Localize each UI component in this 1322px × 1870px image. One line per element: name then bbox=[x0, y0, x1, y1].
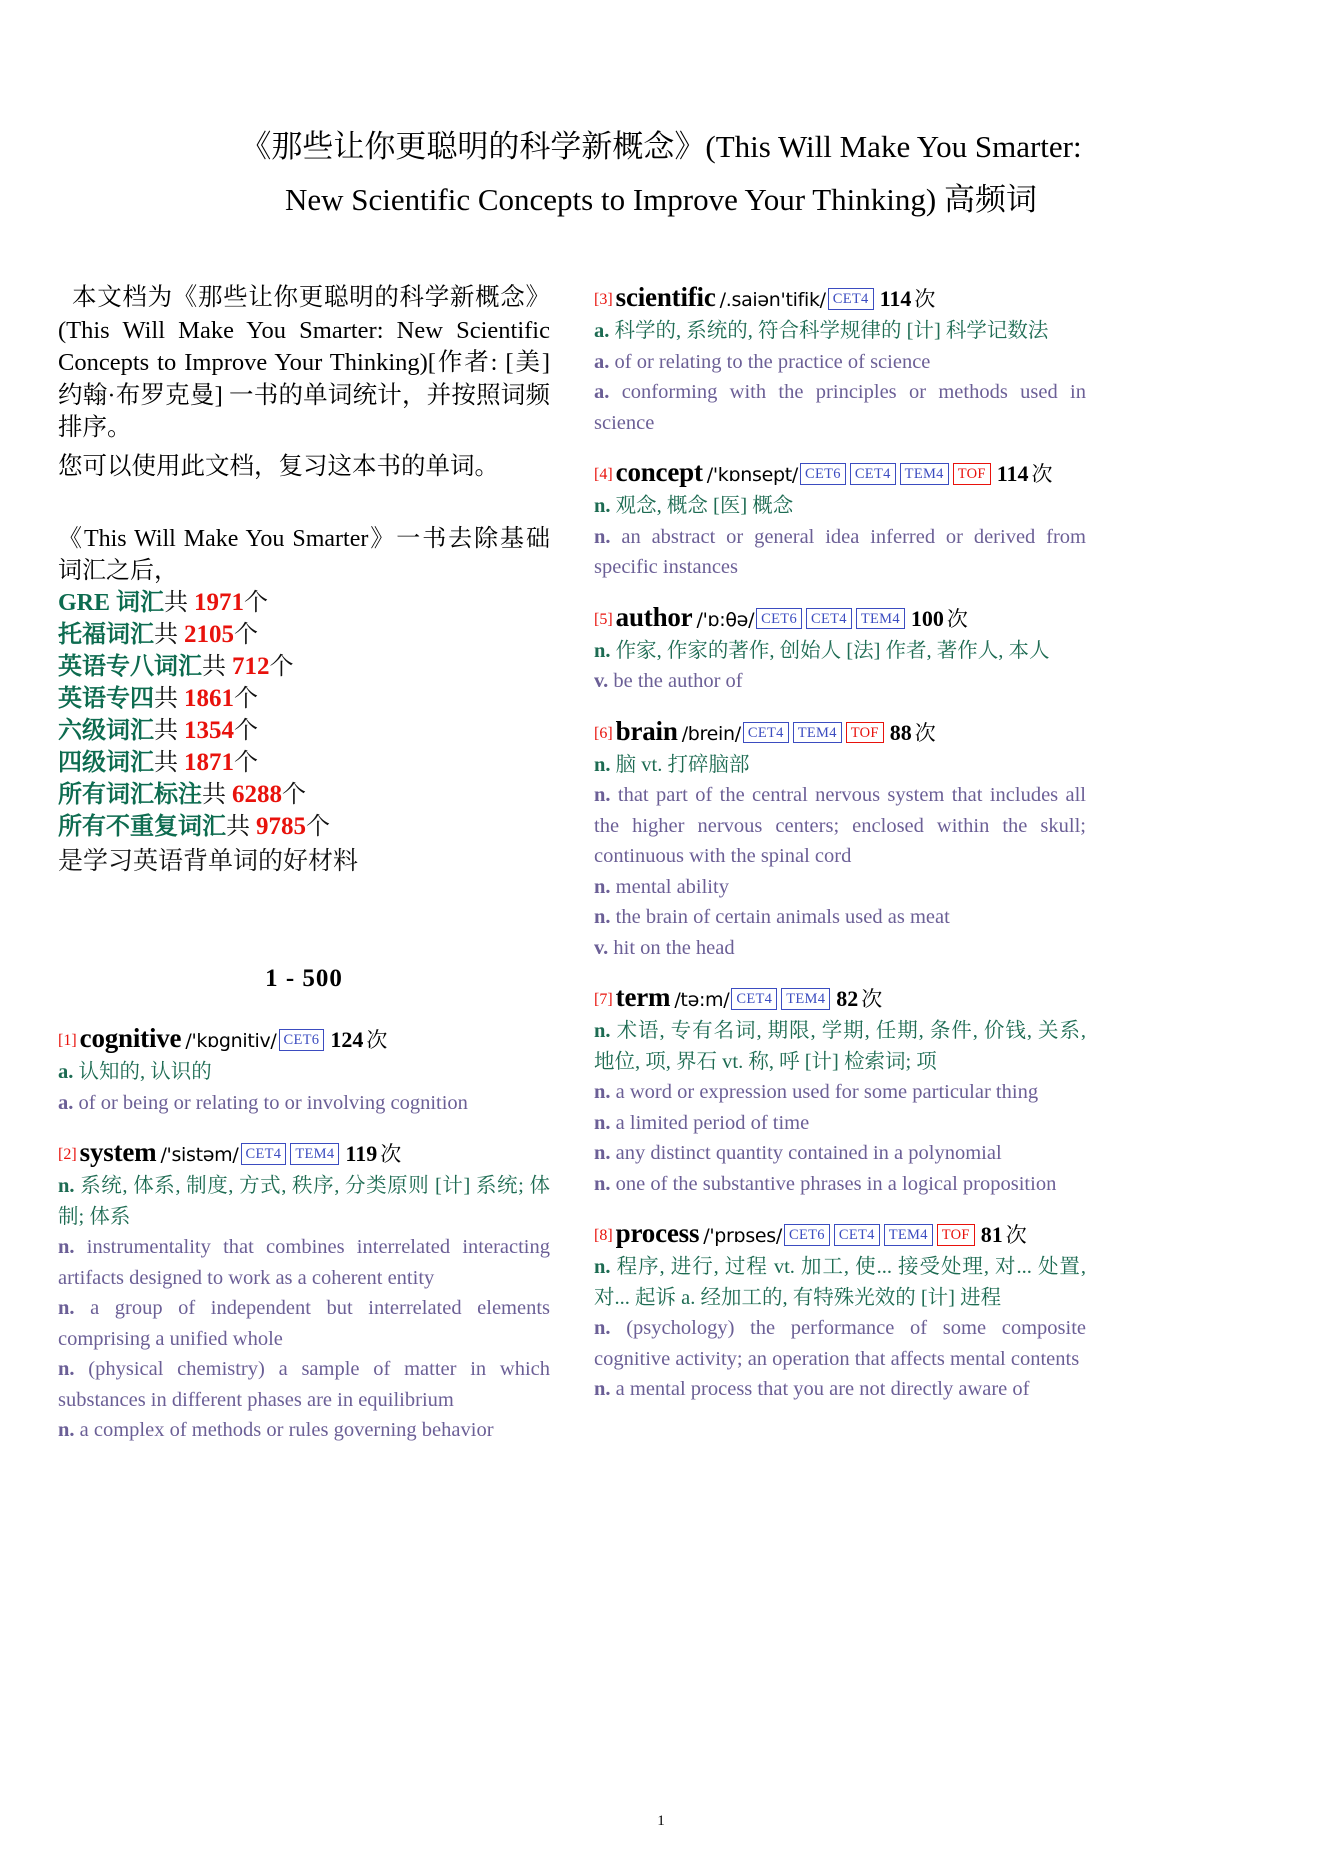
exam-tag-cet6: CET6 bbox=[800, 463, 846, 485]
definition-text: that part of the central nervous system that includes all the higher nervous centers; enclosed within the skull; continuous with the spinal cord bbox=[594, 784, 1086, 867]
part-of-speech: n. bbox=[594, 525, 611, 548]
intro-paragraph-1: 本文档为《那些让你更聪明的科学新概念》(This Will Make You Smarter: New Scientific Concepts to Improve Your Thinking)[作者: [美] 约翰·布罗克曼] 一书的单词统计，并按照词频排序。 bbox=[58, 284, 550, 441]
definition-en bbox=[594, 872, 1086, 903]
exam-tag-cet4: CET4 bbox=[241, 1143, 287, 1165]
dictionary-entry bbox=[594, 602, 1086, 697]
page-number: 1 bbox=[657, 1813, 665, 1829]
definition-zh bbox=[594, 750, 1086, 781]
exam-tag-tof: TOF bbox=[953, 463, 991, 485]
stat-mid: 共 bbox=[164, 590, 195, 616]
definition-en bbox=[594, 933, 1086, 964]
definition-text: (psychology) the performance of some composite cognitive activity; an operation that affects mental contents bbox=[594, 1317, 1087, 1370]
entry-index: [4] bbox=[594, 466, 613, 483]
definition-text: a limited period of time bbox=[615, 1111, 810, 1134]
definition-en bbox=[594, 1374, 1086, 1405]
entry-index: [1] bbox=[58, 1032, 77, 1049]
definition-text: a complex of methods or rules governing behavior bbox=[79, 1419, 494, 1441]
definition-zh bbox=[594, 636, 1086, 667]
entry-frequency-count: 124 bbox=[330, 1027, 364, 1052]
left-column bbox=[58, 282, 550, 1465]
exam-tag-cet4: CET4 bbox=[806, 608, 852, 630]
stat-unit: 个 bbox=[269, 654, 294, 680]
entry-index: [6] bbox=[594, 724, 613, 742]
exam-tag-cet6: CET6 bbox=[279, 1029, 325, 1051]
stat-row bbox=[58, 619, 550, 651]
exam-tag-cet6: CET6 bbox=[756, 608, 802, 630]
exam-tag-tof: TOF bbox=[846, 722, 884, 744]
range-heading: 1 - 500 bbox=[265, 965, 343, 992]
definition-text: 认知的, 认识的 bbox=[78, 1061, 212, 1083]
part-of-speech: n. bbox=[594, 1317, 611, 1339]
part-of-speech: a. bbox=[58, 1061, 74, 1083]
stat-number: 2105 bbox=[184, 621, 234, 648]
stat-number: 1871 bbox=[184, 749, 234, 776]
stat-label: 六级词汇 bbox=[58, 718, 154, 744]
definition-en bbox=[594, 1108, 1086, 1139]
entry-frequency-count: 114 bbox=[996, 461, 1029, 486]
part-of-speech: v. bbox=[594, 936, 609, 959]
dictionary-entry bbox=[594, 457, 1086, 583]
part-of-speech: n. bbox=[594, 1142, 611, 1164]
exam-tag-cet6: CET6 bbox=[784, 1224, 830, 1246]
exam-tag-tof: TOF bbox=[937, 1224, 975, 1246]
stat-number: 1861 bbox=[184, 685, 234, 712]
entry-word: process bbox=[615, 1218, 700, 1248]
definition-zh bbox=[594, 316, 1086, 347]
entry-phonetic: /.saiən'tifik/ bbox=[719, 289, 826, 311]
definition-en bbox=[594, 780, 1086, 872]
part-of-speech: n. bbox=[594, 1378, 611, 1400]
definition-en bbox=[594, 1138, 1086, 1169]
definition-text: 科学的, 系统的, 符合科学规律的 [计] 科学记数法 bbox=[614, 320, 1049, 342]
stat-number: 712 bbox=[232, 653, 270, 680]
definition-en bbox=[58, 1293, 550, 1354]
definition-text: be the author of bbox=[613, 670, 743, 692]
entry-phonetic: /'sistəm/ bbox=[160, 1144, 239, 1166]
entry-header bbox=[594, 1218, 1086, 1252]
stat-number: 1354 bbox=[184, 717, 234, 744]
definition-en bbox=[594, 1313, 1086, 1374]
definition-zh bbox=[58, 1057, 550, 1088]
stat-unit: 个 bbox=[234, 750, 258, 776]
entry-count-unit: 次 bbox=[914, 287, 936, 311]
stat-number: 9785 bbox=[256, 813, 306, 840]
part-of-speech: n. bbox=[594, 906, 611, 928]
dictionary-entry bbox=[594, 982, 1086, 1199]
intro-paragraph-2: 您可以使用此文档，复习这本书的单词。 bbox=[58, 452, 499, 480]
definition-zh bbox=[594, 1252, 1086, 1313]
part-of-speech: n. bbox=[594, 1020, 611, 1042]
definition-text: of or relating to the practice of science bbox=[614, 350, 931, 373]
definition-en bbox=[58, 1354, 550, 1415]
definition-en bbox=[594, 1169, 1086, 1200]
stat-unit: 个 bbox=[234, 718, 258, 744]
exam-tag-tem4: TEM4 bbox=[856, 608, 905, 630]
part-of-speech: n. bbox=[58, 1175, 75, 1197]
entry-frequency-count: 114 bbox=[879, 286, 912, 311]
entry-word: cognitive bbox=[79, 1023, 182, 1053]
part-of-speech: a. bbox=[594, 381, 610, 403]
definition-text: conforming with the principles or methods used in science bbox=[594, 381, 1086, 434]
definition-en bbox=[594, 522, 1086, 583]
left-entry-list bbox=[58, 1023, 550, 1446]
entry-index: [8] bbox=[594, 1227, 613, 1244]
part-of-speech: v. bbox=[594, 670, 609, 692]
definition-text: instrumentality that combines interrelated interacting artifacts designed to work as a coherent entity bbox=[58, 1236, 551, 1289]
definition-text: a group of independent but interrelated elements comprising a unified whole bbox=[58, 1297, 551, 1350]
dictionary-entry bbox=[594, 1218, 1086, 1405]
dictionary-entry bbox=[58, 1023, 550, 1118]
entry-phonetic: /'kɒnsept/ bbox=[706, 464, 798, 486]
stats-heading: 《This Will Make You Smarter》一书去除基础词汇之后， bbox=[58, 526, 550, 584]
right-column bbox=[594, 282, 1086, 1465]
entry-phonetic: /'ɒ:θə/ bbox=[696, 608, 755, 631]
entry-index: [5] bbox=[594, 610, 613, 628]
exam-tag-cet4: CET4 bbox=[743, 722, 789, 744]
stats-tail: 是学习英语背单词的好材料 bbox=[58, 848, 359, 875]
definition-text: any distinct quantity contained in a polynomial bbox=[615, 1142, 1002, 1164]
stat-mid: 共 bbox=[154, 750, 184, 776]
part-of-speech: n. bbox=[594, 784, 611, 806]
entry-header bbox=[594, 982, 1086, 1016]
stats-list bbox=[58, 587, 550, 843]
stat-unit: 个 bbox=[244, 590, 269, 616]
part-of-speech: a. bbox=[594, 320, 610, 342]
dictionary-entry bbox=[58, 1137, 550, 1446]
stat-row bbox=[58, 747, 550, 779]
stat-unit: 个 bbox=[282, 782, 306, 808]
definition-text: a mental process that you are not directly aware of bbox=[615, 1378, 1030, 1400]
definition-text: mental ability bbox=[615, 875, 729, 898]
dictionary-entry bbox=[594, 282, 1086, 438]
stat-row bbox=[58, 811, 550, 843]
entry-header bbox=[58, 1137, 550, 1171]
entry-header bbox=[58, 1023, 550, 1057]
exam-tag-tem4: TEM4 bbox=[884, 1224, 933, 1246]
exam-tag-cet4: CET4 bbox=[834, 1224, 880, 1246]
entry-header bbox=[594, 602, 1086, 636]
part-of-speech: n. bbox=[594, 639, 611, 662]
entry-count-unit: 次 bbox=[914, 720, 936, 745]
definition-en bbox=[594, 377, 1086, 438]
stat-mid: 共 bbox=[154, 686, 184, 712]
stat-row bbox=[58, 683, 550, 715]
definition-text: hit on the head bbox=[613, 936, 735, 959]
definition-text: of or being or relating to or involving cognition bbox=[78, 1091, 468, 1114]
entry-frequency-count: 81 bbox=[980, 1222, 1003, 1247]
definition-zh bbox=[594, 1016, 1086, 1077]
stat-mid: 共 bbox=[226, 814, 256, 840]
stat-number: 1971 bbox=[194, 589, 245, 616]
definition-text: the brain of certain animals used as meat bbox=[615, 906, 950, 928]
stat-label: 四级词汇 bbox=[58, 750, 154, 776]
exam-tag-cet4: CET4 bbox=[731, 988, 777, 1010]
stat-row bbox=[58, 651, 550, 683]
part-of-speech: n. bbox=[594, 1111, 611, 1134]
entry-header bbox=[594, 716, 1086, 750]
page-title-line-1: 《那些让你更聪明的科学新概念》(This Will Make You Smarter: bbox=[240, 129, 1082, 164]
definition-zh bbox=[594, 491, 1086, 522]
entry-count-unit: 次 bbox=[366, 1028, 388, 1052]
stat-label: 英语专四 bbox=[58, 686, 154, 712]
entry-frequency-count: 119 bbox=[345, 1141, 378, 1166]
part-of-speech: n. bbox=[58, 1419, 75, 1441]
definition-en bbox=[594, 666, 1086, 697]
part-of-speech: n. bbox=[594, 753, 611, 776]
stat-number: 6288 bbox=[232, 781, 282, 808]
entry-count-unit: 次 bbox=[946, 606, 968, 631]
entry-word: system bbox=[79, 1137, 157, 1167]
entry-index: [7] bbox=[594, 991, 613, 1008]
stat-unit: 个 bbox=[234, 686, 258, 712]
definition-en bbox=[594, 902, 1086, 933]
definition-text: 术语, 专有名词, 期限, 学期, 任期, 条件, 价钱, 关系, 地位, 项, 界石 vt. 称, 呼 [计] 检索词; 项 bbox=[594, 1020, 1087, 1073]
stat-mid: 共 bbox=[202, 654, 232, 680]
stat-unit: 个 bbox=[234, 622, 258, 648]
part-of-speech: n. bbox=[58, 1358, 75, 1380]
entry-phonetic: /'prɒses/ bbox=[703, 1225, 783, 1247]
entry-word: concept bbox=[615, 457, 703, 487]
entry-index: [3] bbox=[594, 291, 613, 308]
entry-count-unit: 次 bbox=[1005, 1223, 1027, 1247]
stat-label: 所有不重复词汇 bbox=[58, 814, 226, 840]
part-of-speech: n. bbox=[594, 875, 611, 898]
definition-text: (physical chemistry) a sample of matter in which substances in different phases are in equilibrium bbox=[58, 1358, 550, 1411]
definition-text: 程序, 进行, 过程 vt. 加工, 使... 接受处理, 对... 处置, 对... 起诉 a. 经加工的, 有特殊光效的 [计] 进程 bbox=[594, 1256, 1087, 1309]
exam-tag-tem4: TEM4 bbox=[793, 722, 842, 744]
definition-text: 系统, 体系, 制度, 方式, 秩序, 分类原则 [计] 系统; 体制; 体系 bbox=[58, 1175, 550, 1228]
exam-tag-tem4: TEM4 bbox=[781, 988, 830, 1010]
definition-en bbox=[58, 1088, 550, 1119]
stat-row bbox=[58, 587, 550, 619]
entry-header bbox=[594, 457, 1086, 491]
stat-row bbox=[58, 779, 550, 811]
part-of-speech: a. bbox=[594, 350, 610, 373]
entry-word: scientific bbox=[615, 282, 716, 312]
exam-tag-tem4: TEM4 bbox=[900, 463, 949, 485]
stat-label: GRE 词汇 bbox=[58, 590, 165, 616]
exam-tag-cet4: CET4 bbox=[850, 463, 896, 485]
definition-text: 脑 vt. 打碎脑部 bbox=[615, 753, 750, 776]
entry-count-unit: 次 bbox=[380, 1142, 402, 1166]
entry-count-unit: 次 bbox=[1031, 462, 1053, 486]
two-column-body bbox=[58, 282, 1264, 1465]
stat-label: 英语专八词汇 bbox=[58, 654, 202, 680]
entry-frequency-count: 82 bbox=[836, 986, 859, 1011]
definition-text: an abstract or general idea inferred or derived from specific instances bbox=[594, 525, 1086, 578]
part-of-speech: n. bbox=[594, 1172, 611, 1195]
definition-text: one of the substantive phrases in a logical proposition bbox=[615, 1172, 1057, 1195]
stat-mid: 共 bbox=[202, 782, 232, 808]
entry-word: term bbox=[615, 982, 671, 1012]
definition-en bbox=[58, 1232, 550, 1293]
dictionary-entry bbox=[594, 716, 1086, 964]
entry-index: [2] bbox=[58, 1146, 77, 1163]
definition-en bbox=[594, 1077, 1086, 1108]
definition-en bbox=[58, 1415, 550, 1446]
part-of-speech: n. bbox=[594, 1256, 611, 1278]
right-entry-list bbox=[594, 282, 1086, 1405]
part-of-speech: n. bbox=[58, 1297, 75, 1319]
entry-word: author bbox=[615, 601, 693, 632]
stat-row bbox=[58, 715, 550, 747]
stat-mid: 共 bbox=[154, 622, 184, 648]
definition-zh bbox=[58, 1171, 550, 1232]
definition-en bbox=[594, 347, 1086, 378]
exam-tag-tem4: TEM4 bbox=[290, 1143, 339, 1165]
part-of-speech: n. bbox=[594, 495, 611, 517]
entry-phonetic: /'kɒgnitiv/ bbox=[185, 1030, 277, 1052]
stat-label: 所有词汇标注 bbox=[58, 782, 202, 808]
definition-text: 观念, 概念 [医] 概念 bbox=[615, 495, 794, 517]
page-title bbox=[58, 0, 1264, 226]
entry-phonetic: /brein/ bbox=[681, 722, 741, 745]
part-of-speech: n. bbox=[594, 1081, 611, 1103]
part-of-speech: a. bbox=[58, 1091, 74, 1114]
part-of-speech: n. bbox=[58, 1236, 75, 1258]
stat-mid: 共 bbox=[154, 718, 184, 744]
entry-header bbox=[594, 282, 1086, 316]
page-title-line-2: New Scientific Concepts to Improve Your Thinking) 高频词 bbox=[285, 182, 1037, 217]
entry-count-unit: 次 bbox=[861, 987, 883, 1011]
entry-frequency-count: 100 bbox=[910, 605, 944, 631]
stat-label: 托福词汇 bbox=[58, 622, 154, 648]
entry-word: brain bbox=[615, 715, 678, 746]
stat-unit: 个 bbox=[306, 814, 330, 840]
definition-text: a word or expression used for some particular thing bbox=[615, 1081, 1039, 1103]
entry-phonetic: /tə:m/ bbox=[674, 989, 730, 1011]
exam-tag-cet4: CET4 bbox=[828, 288, 874, 310]
definition-text: 作家, 作家的著作, 创始人 [法] 作者, 著作人, 本人 bbox=[615, 639, 1050, 662]
entry-frequency-count: 88 bbox=[889, 719, 912, 745]
